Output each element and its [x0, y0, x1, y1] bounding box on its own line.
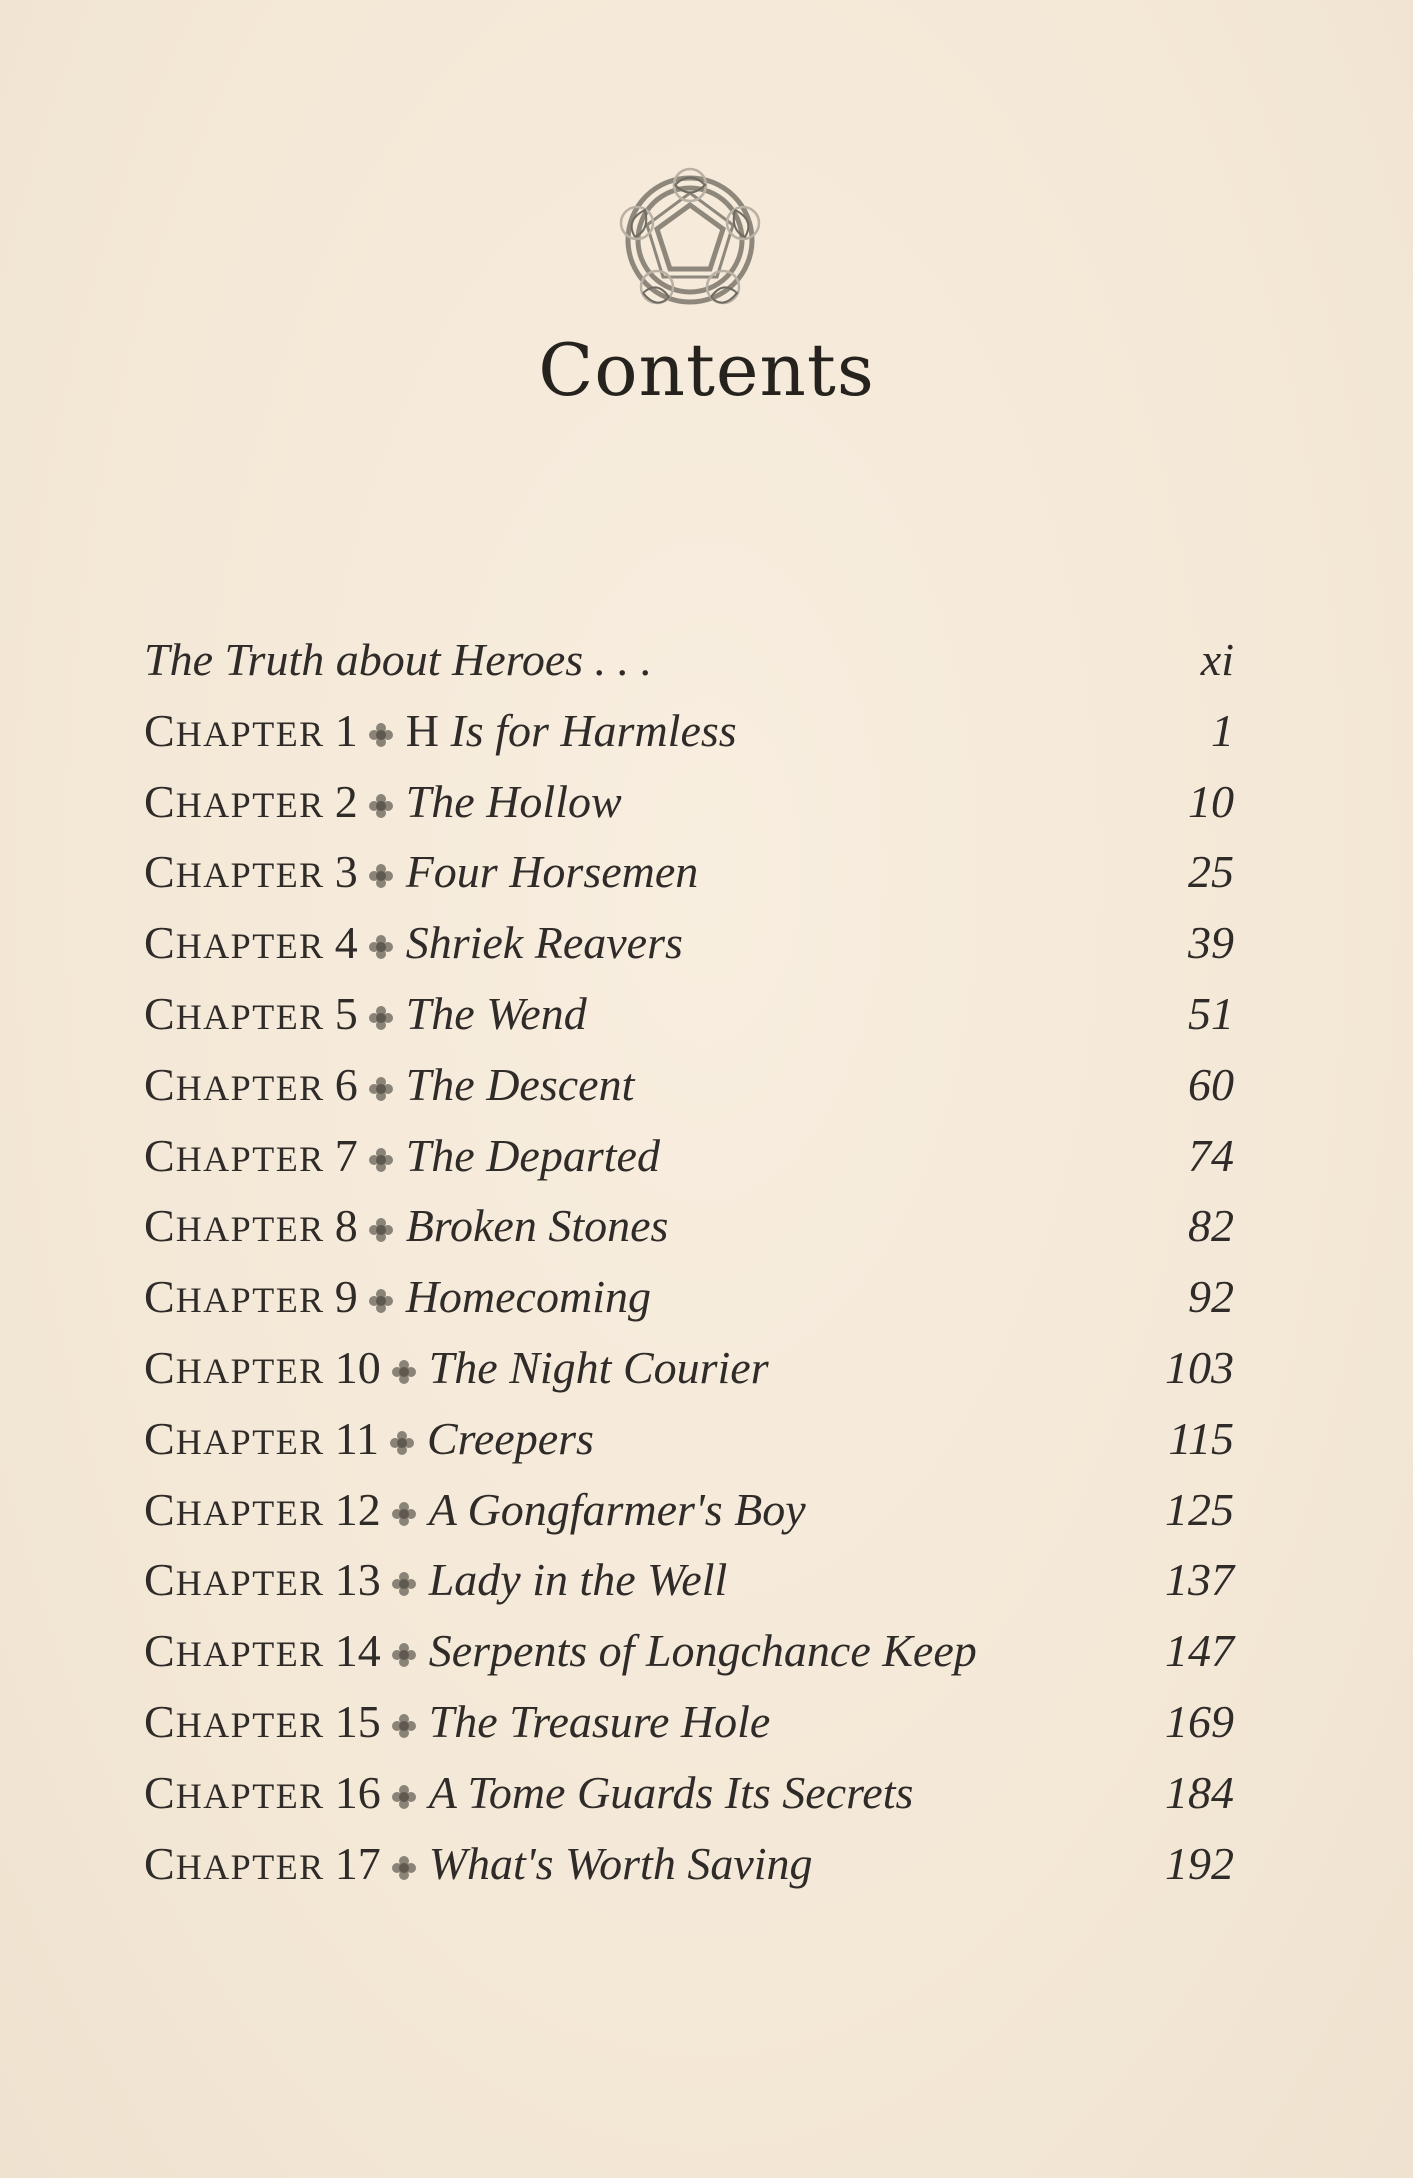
chapter-number: 15 — [334, 1695, 381, 1747]
chapter-word-rest: HAPTER — [175, 1138, 325, 1179]
chapter-word-rest: HAPTER — [175, 1492, 325, 1533]
chapter-page-number: 147 — [1165, 1625, 1234, 1677]
chapter-number: 12 — [334, 1483, 381, 1535]
toc-chapter-row — [144, 767, 1234, 838]
intro-title: The Truth about Heroes . . . — [144, 634, 653, 685]
chapter-title-prefix: H — [405, 704, 451, 756]
chapter-label — [144, 1475, 806, 1549]
chapter-page-number: 82 — [1188, 1200, 1234, 1252]
chapter-page-number: 74 — [1188, 1129, 1234, 1181]
chapter-title — [429, 1342, 769, 1393]
chapter-number: 13 — [334, 1554, 381, 1606]
chapter-number: 9 — [334, 1271, 358, 1323]
chapter-word-initial: C — [144, 917, 176, 969]
chapter-page-number: 103 — [1165, 1341, 1234, 1393]
chapter-page-number: 25 — [1188, 846, 1234, 898]
chapter-word-initial: C — [144, 846, 176, 898]
chapter-title — [429, 1696, 771, 1747]
chapter-word — [144, 1838, 325, 1889]
chapter-page-number: 169 — [1165, 1695, 1234, 1747]
chapter-label — [144, 1404, 594, 1478]
chapter-word-initial: C — [144, 1200, 176, 1252]
chapter-title-text: The Treasure Hole — [428, 1695, 771, 1747]
flower-bullet-icon — [391, 1784, 417, 1810]
chapter-word — [144, 1625, 325, 1676]
chapter-title-text: What's Worth Saving — [428, 1837, 813, 1889]
chapter-word-rest: HAPTER — [175, 855, 325, 896]
chapter-word-initial: C — [144, 1058, 176, 1110]
chapter-label — [144, 1616, 977, 1690]
chapter-label — [144, 1050, 634, 1124]
chapter-number: 3 — [334, 846, 358, 898]
chapter-title — [406, 1271, 651, 1322]
chapter-title — [406, 705, 737, 756]
flower-bullet-icon — [391, 1571, 417, 1597]
chapter-number: 14 — [334, 1625, 381, 1677]
chapter-title-text: The Wend — [405, 987, 587, 1039]
chapter-word — [144, 1767, 325, 1818]
chapter-page-number: 60 — [1188, 1058, 1234, 1110]
chapter-page-number: 1 — [1211, 704, 1234, 756]
chapter-label — [144, 1829, 813, 1903]
chapter-word-initial: C — [144, 1412, 176, 1464]
chapter-word-rest: HAPTER — [175, 1350, 325, 1391]
chapter-number: 11 — [334, 1412, 379, 1464]
toc-chapter-row — [144, 908, 1234, 979]
chapter-page-number: 92 — [1188, 1271, 1234, 1323]
chapter-word — [144, 988, 325, 1039]
chapter-word-initial: C — [144, 1483, 176, 1535]
toc-chapter-row — [144, 979, 1234, 1050]
flower-bullet-icon — [368, 1147, 394, 1173]
flower-bullet-icon — [368, 722, 394, 748]
chapter-word-rest: HAPTER — [175, 1067, 325, 1108]
chapter-label — [144, 767, 622, 841]
chapter-label — [144, 908, 683, 982]
chapter-title-text: Broken Stones — [405, 1200, 669, 1252]
flower-bullet-icon — [391, 1713, 417, 1739]
chapter-word-initial: C — [144, 987, 176, 1039]
chapter-title — [429, 1767, 914, 1818]
chapter-word-rest: HAPTER — [175, 926, 325, 967]
chapter-label — [144, 837, 698, 911]
chapter-word-rest: HAPTER — [175, 1775, 325, 1816]
toc-chapter-row — [144, 696, 1234, 767]
chapter-title — [406, 1200, 669, 1251]
flower-bullet-icon — [368, 1217, 394, 1243]
page-title: Contents — [538, 328, 875, 412]
flower-bullet-icon — [368, 793, 394, 819]
chapter-word-initial: C — [144, 1271, 176, 1323]
flower-bullet-icon — [391, 1855, 417, 1881]
chapter-word-initial: C — [144, 1766, 176, 1818]
chapter-title — [429, 1625, 977, 1676]
chapter-word — [144, 846, 325, 897]
chapter-number: 6 — [334, 1058, 358, 1110]
chapter-title-text: A Gongfarmer's Boy — [428, 1483, 806, 1535]
chapter-list — [144, 696, 1234, 1900]
chapter-title — [429, 1838, 813, 1889]
chapter-word-rest: HAPTER — [175, 1421, 325, 1462]
toc-chapter-row — [144, 1687, 1234, 1758]
chapter-title — [406, 1059, 635, 1110]
chapter-title-text: Serpents of Longchance Keep — [428, 1625, 977, 1677]
chapter-word-rest: HAPTER — [175, 1704, 325, 1745]
chapter-word-rest: HAPTER — [175, 1209, 325, 1250]
chapter-title-text: The Departed — [405, 1129, 660, 1181]
chapter-word-rest: HAPTER — [175, 784, 325, 825]
chapter-word — [144, 1696, 325, 1747]
chapter-word — [144, 1554, 325, 1605]
chapter-title-text: Homecoming — [405, 1271, 651, 1323]
chapter-page-number: 10 — [1188, 775, 1234, 827]
flower-bullet-icon — [368, 1005, 394, 1031]
chapter-word — [144, 1200, 325, 1251]
toc-chapter-row — [144, 1404, 1234, 1475]
toc-chapter-row — [144, 1545, 1234, 1616]
toc-intro-row — [144, 625, 1234, 696]
toc-chapter-row — [144, 1191, 1234, 1262]
chapter-word — [144, 1059, 325, 1110]
chapter-number: 1 — [334, 704, 358, 756]
chapter-word-initial: C — [144, 1837, 176, 1889]
chapter-number: 5 — [334, 987, 358, 1039]
flower-bullet-icon — [368, 934, 394, 960]
toc-chapter-row — [144, 1829, 1234, 1900]
chapter-word-initial: C — [144, 704, 176, 756]
chapter-title — [406, 846, 699, 897]
chapter-word-initial: C — [144, 1129, 176, 1181]
chapter-page-number: 115 — [1168, 1412, 1234, 1464]
chapter-word-rest: HAPTER — [175, 1280, 325, 1321]
chapter-page-number: 39 — [1188, 917, 1234, 969]
chapter-word — [144, 1413, 325, 1464]
table-of-contents — [144, 625, 1234, 1899]
chapter-title-text: Shriek Reavers — [405, 917, 683, 969]
chapter-number: 4 — [334, 917, 358, 969]
chapter-label — [144, 696, 737, 770]
chapter-title-text: Lady in the Well — [428, 1554, 728, 1606]
flower-bullet-icon — [368, 863, 394, 889]
chapter-word-rest: HAPTER — [175, 1846, 325, 1887]
chapter-title-text: Creepers — [427, 1412, 594, 1464]
chapter-label — [144, 1687, 770, 1761]
toc-chapter-row — [144, 1121, 1234, 1192]
chapter-word-rest: HAPTER — [175, 996, 325, 1037]
chapter-word — [144, 776, 325, 827]
chapter-title-text: Is for Harmless — [450, 704, 737, 756]
chapter-word-initial: C — [144, 1341, 176, 1393]
chapter-number: 2 — [334, 775, 358, 827]
chapter-label — [144, 1262, 651, 1336]
chapter-word — [144, 1271, 325, 1322]
chapter-label — [144, 1121, 660, 1195]
chapter-title — [406, 776, 622, 827]
chapter-word-rest: HAPTER — [175, 713, 325, 754]
chapter-label — [144, 1191, 668, 1265]
chapter-label — [144, 1333, 769, 1407]
chapter-title-text: The Night Courier — [428, 1341, 769, 1393]
flower-bullet-icon — [368, 1288, 394, 1314]
chapter-title-text: A Tome Guards Its Secrets — [428, 1766, 914, 1818]
chapter-word-initial: C — [144, 1554, 176, 1606]
chapter-title-text: Four Horsemen — [405, 846, 699, 898]
chapter-word-initial: C — [144, 1695, 176, 1747]
flower-bullet-icon — [391, 1359, 417, 1385]
chapter-word — [144, 1130, 325, 1181]
chapter-word — [144, 1484, 325, 1535]
chapter-label — [144, 979, 587, 1053]
flower-bullet-icon — [389, 1430, 415, 1456]
chapter-page-number: 137 — [1165, 1554, 1234, 1606]
chapter-label — [144, 1758, 913, 1832]
chapter-word — [144, 705, 325, 756]
intro-page-number: xi — [1200, 634, 1234, 685]
toc-chapter-row — [144, 837, 1234, 908]
chapter-page-number: 192 — [1165, 1837, 1234, 1889]
chapter-word — [144, 1342, 325, 1393]
chapter-number: 17 — [334, 1837, 381, 1889]
toc-chapter-row — [144, 1475, 1234, 1546]
chapter-title — [429, 1554, 728, 1605]
chapter-number: 8 — [334, 1200, 358, 1252]
toc-chapter-row — [144, 1050, 1234, 1121]
chapter-number: 16 — [334, 1766, 381, 1818]
toc-chapter-row — [144, 1758, 1234, 1829]
chapter-word-rest: HAPTER — [175, 1563, 325, 1604]
chapter-number: 7 — [334, 1129, 358, 1181]
chapter-title — [429, 1484, 806, 1535]
celtic-knot-icon — [615, 165, 765, 315]
flower-bullet-icon — [391, 1501, 417, 1527]
toc-chapter-row — [144, 1616, 1234, 1687]
flower-bullet-icon — [391, 1642, 417, 1668]
toc-chapter-row — [144, 1333, 1234, 1404]
chapter-number: 10 — [334, 1341, 381, 1393]
chapter-label — [144, 1545, 727, 1619]
toc-chapter-row — [144, 1262, 1234, 1333]
chapter-word-initial: C — [144, 775, 176, 827]
chapter-title-text: The Descent — [405, 1058, 635, 1110]
chapter-page-number: 125 — [1165, 1483, 1234, 1535]
chapter-title-text: The Hollow — [405, 775, 622, 827]
chapter-word — [144, 917, 325, 968]
chapter-word-initial: C — [144, 1625, 176, 1677]
chapter-page-number: 184 — [1165, 1766, 1234, 1818]
chapter-title — [406, 1130, 660, 1181]
chapter-page-number: 51 — [1188, 987, 1234, 1039]
chapter-word-rest: HAPTER — [175, 1634, 325, 1675]
chapter-title — [427, 1413, 594, 1464]
chapter-title — [406, 988, 587, 1039]
flower-bullet-icon — [368, 1076, 394, 1102]
chapter-title — [406, 917, 683, 968]
